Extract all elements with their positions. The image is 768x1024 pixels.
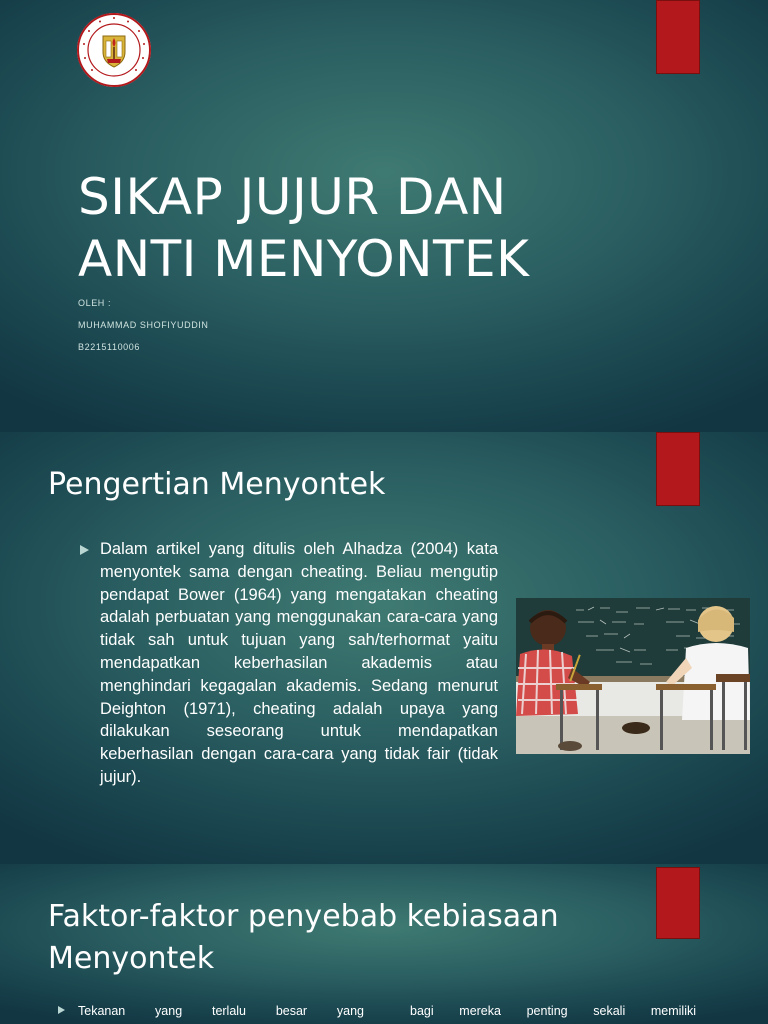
red-accent-tab	[656, 867, 700, 939]
presentation-title	[78, 166, 529, 290]
title-line-1: SIKAP JUJUR DAN	[78, 168, 507, 226]
red-accent-tab	[656, 432, 700, 506]
heading-line-1: Faktor-faktor penyebab kebiasaan	[48, 899, 559, 934]
bullet-arrow-icon	[80, 545, 89, 555]
author-label: OLEH :	[78, 298, 112, 308]
slide-title	[0, 0, 768, 432]
bullet-arrow-icon	[58, 1006, 65, 1014]
author-id: B2215110006	[78, 342, 140, 352]
slide-definition	[0, 432, 768, 864]
author-name: MUHAMMAD SHOFIYUDDIN	[78, 320, 209, 330]
column-right-text: bagi mereka penting sekali memiliki	[410, 1004, 696, 1018]
slide-heading: Pengertian Menyontek	[48, 467, 386, 502]
title-line-2: ANTI MENYONTEK	[78, 230, 530, 288]
slide-factors	[0, 864, 768, 1024]
institution-logo	[76, 12, 152, 88]
bullet-text: Dalam artikel yang ditulis oleh Alhadza (2004) kata menyontek sama dengan cheating. Beliau mengutip pendapat Bower (1964) yang mengatakan cheating adalah perbuatan yang menggunakan cara-cara yang tidak sah untuk tujuan yang sah/terhormat yaitu mendapatkan keberhasilan akademis atau menghindari kegagalan akademis. Sedang menurut Deighton (1971), cheating adalah upaya yang dilakukan seseorang untuk mendapatkan keberhasilan dengan cara-cara yang tidak fair (tidak jujur).	[100, 540, 498, 786]
classroom-photo	[516, 598, 750, 754]
slide-heading	[48, 896, 559, 980]
author-block	[78, 298, 209, 364]
red-accent-tab	[656, 0, 700, 74]
heading-line-2: Menyontek	[48, 941, 215, 976]
column-left-text: Tekanan yang terlalu besar yang	[78, 1004, 364, 1018]
